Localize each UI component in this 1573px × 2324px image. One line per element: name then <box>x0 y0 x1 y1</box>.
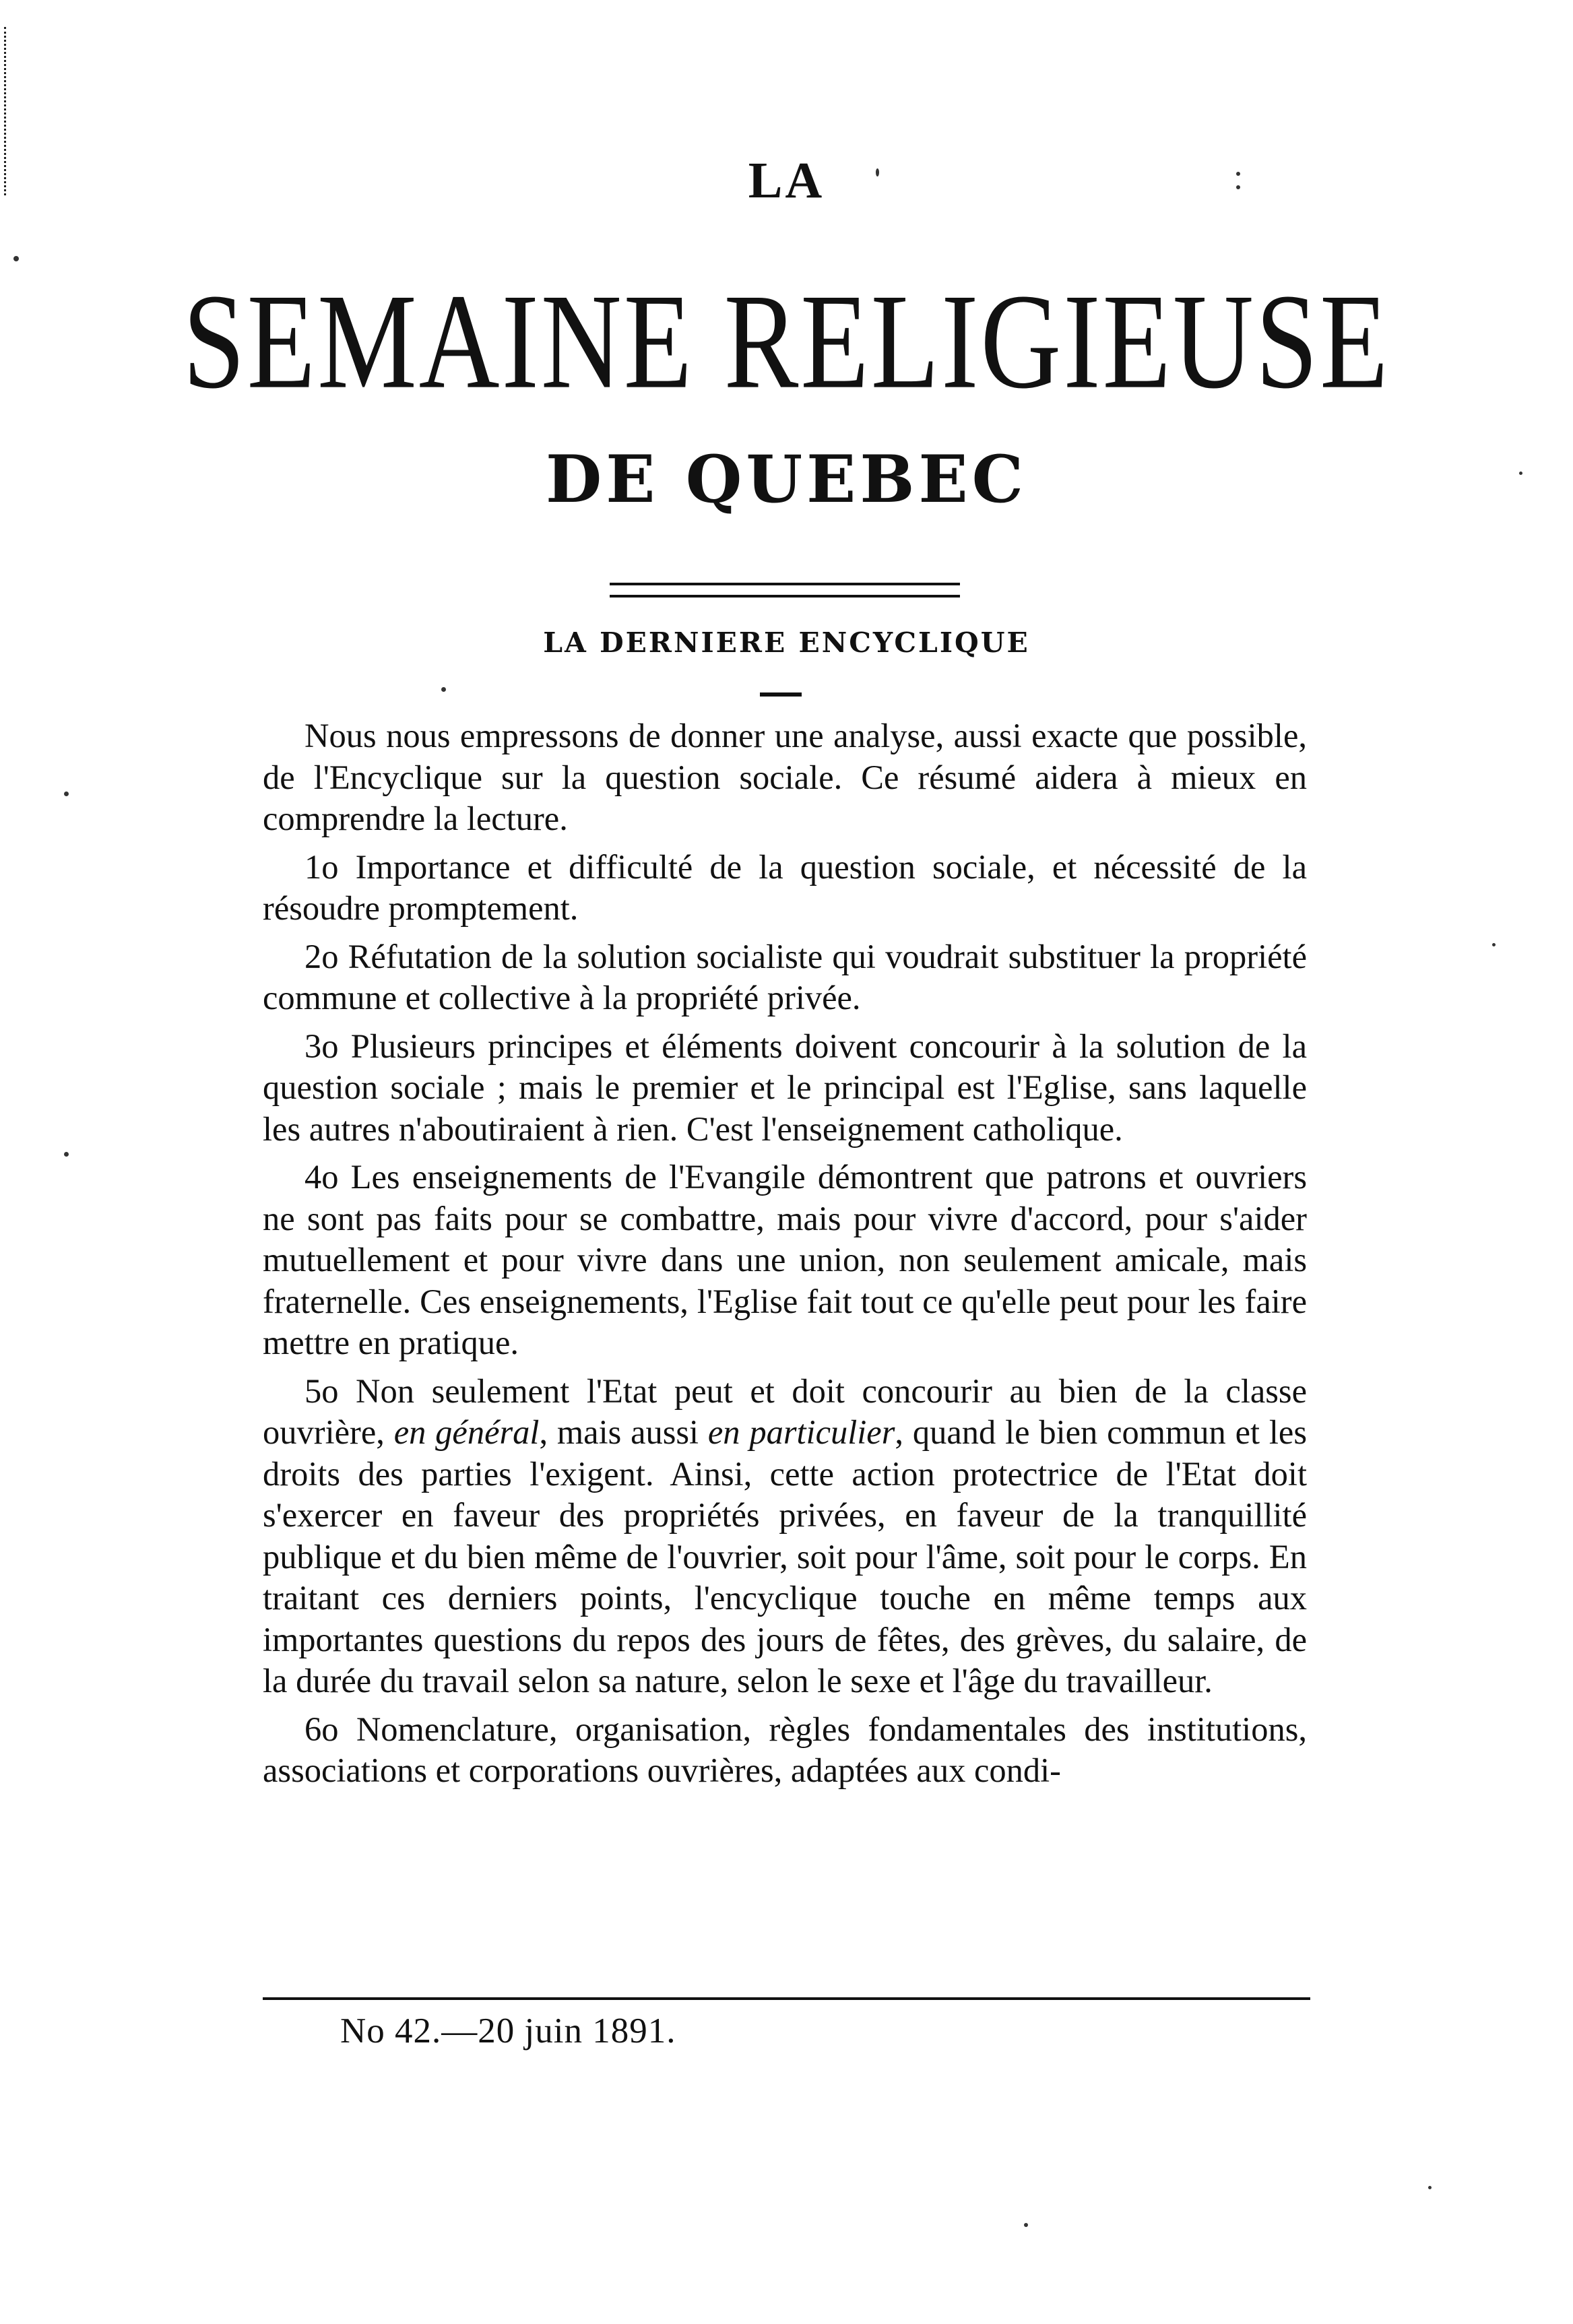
scan-speck <box>1236 172 1240 176</box>
section-title: LA DERNIERE ENCYCLIQUE <box>543 626 1030 659</box>
scan-speck <box>64 1152 69 1157</box>
scan-speck <box>1428 2186 1432 2189</box>
paragraph-point-5 <box>263 1371 1307 1702</box>
masthead-article: LA <box>748 152 825 209</box>
masthead-title: SEMAINE RELIGIEUSE <box>183 265 1390 417</box>
masthead-subtitle: DE QUEBEC <box>545 441 1028 517</box>
paragraph-intro: Nous nous empressons de donner une analyse, aussi exacte que possible, de l'Encyclique sur la question sociale. Ce résumé aidera à mieux en comprendre la lecture. <box>263 717 1307 837</box>
double-rule-divider <box>610 583 960 598</box>
article-body <box>263 715 1307 1799</box>
p5-part-a: 5o Non seulement l'Etat peut et doit concourir au bien de la classe ouvrière, <box>263 1371 1307 1451</box>
scan-speck <box>876 168 879 176</box>
scan-speck <box>1492 943 1496 946</box>
p5-italic-general: en général <box>393 1413 540 1451</box>
paragraph-point-2: 2o Réfutation de la solution socialiste qui voudrait substituer la propriété commune et collective à la propriété privée. <box>263 937 1307 1016</box>
issue-number-date: No 42.—20 juin 1891. <box>340 2011 676 2051</box>
scan-speck <box>1236 185 1240 189</box>
p5-part-e: , quand le bien commun et les droits des parties l'exigent. Ainsi, cette action protectrice de l'Etat doit s'exercer en faveur des propriétés privées, en faveur de la tranquillité publique et du bien même de l'ouvrier, soit pour l'âme, soit pour le corps. En traitant ces derniers points, l'encyclique touche en même temps aux importantes questions du repos des jours de fêtes, des grèves, du salaire, de la durée du travail selon sa nature, selon le sexe et l'âge du travailleur. <box>263 1413 1307 1700</box>
scan-speck <box>1024 2223 1028 2227</box>
paragraph-point-6: 6o Nomenclature, organisation, règles fondamentales des institutions, associations et corporations ouvrières, adaptées aux condi- <box>263 1710 1307 1789</box>
scan-speck <box>441 687 446 692</box>
paragraph-point-3: 3o Plusieurs principes et éléments doivent concourir à la solution de la question sociale ; mais le premier et le principal est l'Eglise, sans laquelle les autres n'aboutiraient à rien. C'est l'enseignement catholique. <box>263 1027 1307 1148</box>
scan-speck <box>64 792 69 796</box>
footer-rule <box>263 1997 1310 2000</box>
paragraph-point-4: 4o Les enseignements de l'Evangile démontrent que patrons et ouvriers ne sont pas faits pour se combattre, mais pour vivre d'accord, pour s'aider mutuellement et pour vivre dans une union, non seulement amicale, mais fraternelle. Ces enseignements, l'Eglise fait tout ce qu'elle peut pour les faire mettre en pratique. <box>263 1158 1307 1361</box>
paragraph-point-1: 1o Importance et difficulté de la question sociale, et nécessité de la résoudre promptement. <box>263 847 1307 927</box>
p5-part-c: , mais aussi <box>539 1413 708 1451</box>
title-dash <box>760 692 802 697</box>
scan-speck <box>1519 472 1522 475</box>
scan-speck <box>13 256 19 261</box>
p5-italic-particulier: en particulier <box>707 1413 895 1451</box>
